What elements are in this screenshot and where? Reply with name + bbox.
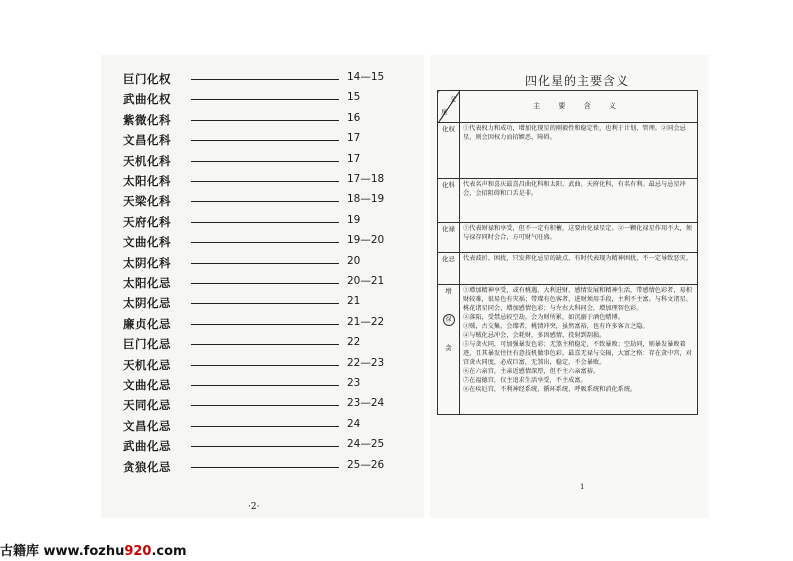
toc-entry <box>123 69 413 89</box>
right-page-meanings <box>430 55 709 518</box>
toc-leader-line <box>191 467 339 468</box>
toc-leader-line <box>191 140 339 141</box>
toc-title: 廉贞化忌 <box>123 316 171 331</box>
meaning-text: 代表波折、困扰，只发挥化忌星的缺点，有时代表现为精神困扰，不一定导致恶灾。 <box>460 253 698 285</box>
site-label: 古籍库 www.fozhu <box>0 544 125 559</box>
star-label: 化忌 <box>438 253 460 285</box>
meanings-table <box>437 90 698 415</box>
star-label: 化权 <box>438 123 460 179</box>
toc-leader-line <box>191 365 339 366</box>
header-main: 主 要 含 义 <box>460 91 698 123</box>
toc-page-range: 19 <box>347 213 361 226</box>
header-corner-top: 义 <box>449 95 456 103</box>
toc-entry <box>123 273 413 293</box>
toc-page-range: 20—21 <box>347 275 385 287</box>
toc-entry <box>123 171 413 191</box>
toc-title: 太阳化科 <box>123 174 171 188</box>
toc-title: 太阴化科 <box>123 255 171 270</box>
toc-title: 天梁化科 <box>123 194 171 209</box>
toc-page-range: 16 <box>347 111 361 124</box>
toc-title: 天机化科 <box>123 153 171 168</box>
left-page-toc <box>101 55 424 518</box>
list-item: ⑤与贪火同，可加强暴发色彩；无煞主稍稳定，不致暴败；空劫同，则暴发暴败着迹，且其暴发往往有意技机做事色彩。最喜无禄与交辐，大富之格：存在贪中宫，对宫贪火同度，必成巨富，无煞出，稳定，不会暴败。 <box>463 340 692 366</box>
toc-title: 太阳化忌 <box>123 276 171 290</box>
toc-page-range: 22—23 <box>347 356 385 369</box>
toc-title: 巨门化权 <box>123 72 171 86</box>
table-row <box>438 285 698 415</box>
toc-leader-line <box>191 99 339 100</box>
list-item: ⑧在疾厄宫，不利神经系统，循环系统、呼吸系统和消化系统。 <box>463 385 637 393</box>
toc-page-range: 18—19 <box>347 193 385 206</box>
toc-leader-line <box>191 181 339 182</box>
page-title: 四化星的主要含义 <box>525 74 630 88</box>
toc-leader-line <box>191 79 339 80</box>
toc-leader-line <box>191 120 339 121</box>
toc-page-range: 23 <box>347 377 361 389</box>
toc-entry <box>123 436 413 456</box>
toc-leader-line <box>191 446 339 447</box>
left-page-number: ·2· <box>248 502 260 512</box>
toc-page-range: 17 <box>347 152 361 165</box>
toc-entry <box>123 253 413 273</box>
table-header-row <box>438 91 698 123</box>
toc-entry <box>123 355 413 375</box>
toc-leader-line <box>191 263 339 264</box>
toc-title: 巨门化忌 <box>123 337 171 352</box>
toc-leader-line <box>191 426 339 427</box>
table-row <box>438 179 698 223</box>
list-item: ②落陷，受禁忌较空劫，会为财所累，如沉溺于酒色赌博。 <box>463 313 624 321</box>
toc-entry <box>123 293 413 313</box>
toc-page-range: 21—22 <box>347 315 385 328</box>
toc-page-range: 14—15 <box>347 71 385 83</box>
star-label: 化科 <box>438 179 460 223</box>
toc-title: 文昌化科 <box>123 133 171 148</box>
table-row <box>438 223 698 253</box>
toc-title: 文曲化忌 <box>123 378 171 392</box>
toc-page-range: 17 <box>347 132 361 145</box>
toc-entry <box>123 334 413 354</box>
toc-title: 紫微化科 <box>123 112 171 127</box>
toc-entry <box>123 232 413 252</box>
table-row <box>438 253 698 285</box>
toc-title: 文昌化忌 <box>123 418 171 433</box>
toc-entry <box>123 110 413 130</box>
header-corner-bottom: 星 <box>441 107 448 116</box>
header-corner <box>438 91 460 123</box>
toc-entry <box>123 395 413 415</box>
toc-page-range: 23—24 <box>347 397 385 410</box>
list-item: ③贼，古交集，会璨者，桃情冲突，虽然富裕，也有许多客言之隐。 <box>463 322 649 330</box>
toc-entry <box>123 416 413 436</box>
toc-page-range: 15 <box>347 91 361 104</box>
star-label: 化禄 <box>438 223 460 253</box>
toc-title: 天机化忌 <box>123 357 171 372</box>
toc-entry <box>123 130 413 150</box>
toc-title: 武曲化忌 <box>123 439 171 454</box>
toc-entry <box>123 89 413 109</box>
toc-leader-line <box>191 161 339 162</box>
toc-entry <box>123 151 413 171</box>
toc-leader-line <box>191 405 339 406</box>
toc-title: 天同化忌 <box>123 398 171 413</box>
toc-entry <box>123 212 413 232</box>
meaning-text: ①代表权力和成功，增加化现星的刚毅性和稳定性，也利于计划、管理。②同会忌星，则会因权力而招嫉恶、障碍。 <box>460 123 698 179</box>
toc-leader-line <box>191 303 339 304</box>
toc-page-range: 22 <box>347 336 361 349</box>
table-row <box>438 123 698 179</box>
toc-title: 贪狼化忌 <box>123 459 171 474</box>
star-char: 贪 <box>445 344 452 353</box>
site-number: 920 <box>124 544 152 559</box>
toc-entry <box>123 314 413 334</box>
star-char: 禄 <box>443 314 455 326</box>
site-watermark <box>0 540 187 559</box>
toc-entry <box>123 191 413 211</box>
toc-entry <box>123 457 413 477</box>
toc-page-range: 24—25 <box>347 438 385 451</box>
toc-leader-line <box>191 385 339 386</box>
list-item: ①增加精神享受，或有桃遇、大利进财、感情发展和精神生活，带感情色彩者，易积财较难，很易色有灾祸；带璨有色客者，进财须用手段，主利不主富。与科文诸星、桃花诸星同会，增加感情色彩；与左右大科同会，增加理智色彩。 <box>463 287 692 312</box>
toc-leader-line <box>191 283 339 284</box>
toc-entry <box>123 375 413 395</box>
toc-page-range: 21 <box>347 295 361 308</box>
star-char: 增 <box>445 287 452 295</box>
toc-leader-line <box>191 324 339 325</box>
toc-page-range: 17—18 <box>347 173 385 185</box>
site-suffix: .com <box>151 544 187 559</box>
toc-page-range: 25—26 <box>347 458 385 471</box>
toc-leader-line <box>191 344 339 345</box>
meaning-text: 代表名声和喜庆最喜昌曲化科和太阳、武曲、天府化科，有名有利。最忌与忌星冲会，会招阻碍和口舌是非。 <box>460 179 698 223</box>
list-item: ⑥在六亲宫，主亲近感情深厚，但不主六亲富裕。 <box>463 367 600 375</box>
toc-title: 太阴化忌 <box>123 296 171 311</box>
toc-page-range: 19—20 <box>347 234 385 247</box>
toc-leader-line <box>191 222 339 223</box>
list-item: ④与贼化忌冲会，会耗财，多因感情、投射到刮损。 <box>463 331 606 339</box>
right-page-number: 1 <box>580 483 585 491</box>
meaning-text-list <box>460 285 698 415</box>
toc-title: 文曲化科 <box>123 235 171 250</box>
toc-leader-line <box>191 242 339 243</box>
list-item: ⑦在福德宫，仅主追求生活享受，不主成富。 <box>463 376 587 384</box>
toc-page-range: 20 <box>347 254 361 267</box>
toc-leader-line <box>191 201 339 202</box>
toc-title: 天府化科 <box>123 214 171 229</box>
toc-title: 武曲化权 <box>123 92 171 107</box>
toc-page-range: 24 <box>347 417 361 430</box>
meaning-text: ①代表财禄和享受，但不一定有积蓄，这要由化禄星定。②一颗化禄星作用不大，须与禄存同时会合，方可财气旺盛。 <box>460 223 698 253</box>
star-label <box>438 285 460 415</box>
